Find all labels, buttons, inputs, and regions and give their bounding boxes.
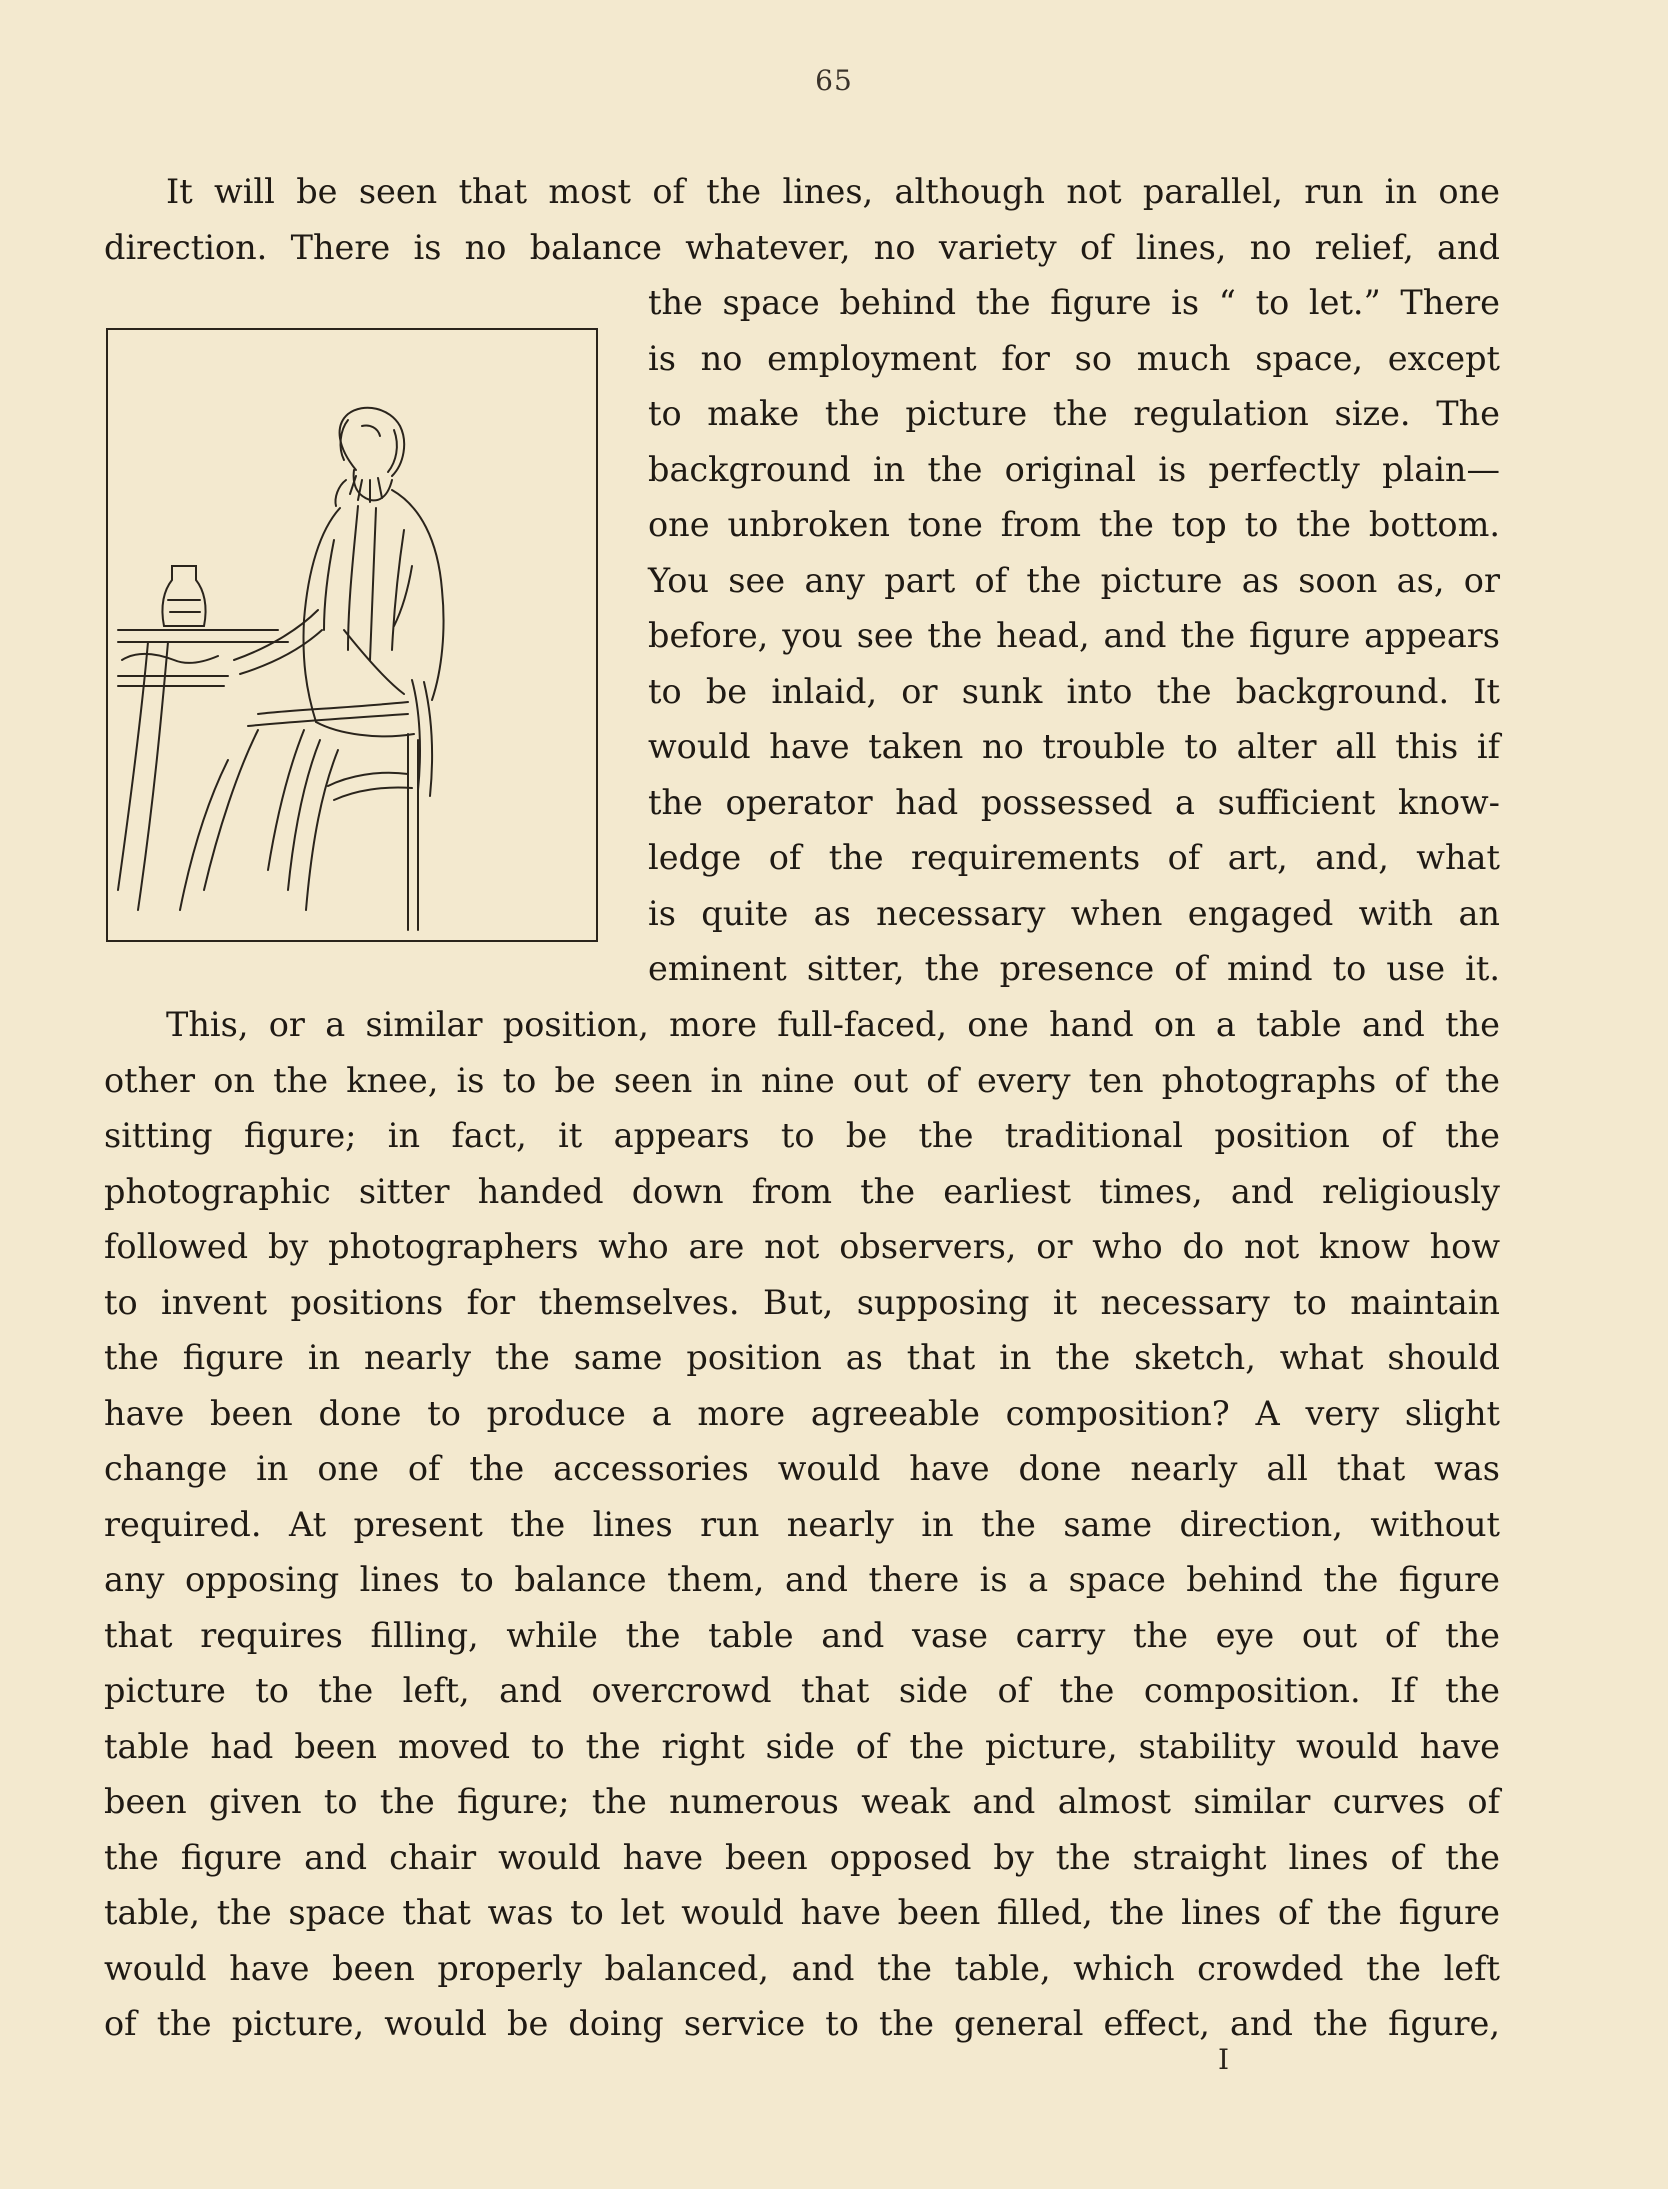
text-line: would have been properly balanced, and the table, which crowded the left <box>104 1948 1500 1988</box>
text-line: It will be seen that most of the lines, although not parallel, run in one <box>166 172 1500 211</box>
text-line: to be inlaid, or sunk into the background. It <box>648 671 1500 711</box>
text-line: to invent positions for themselves. But, supposing it necessary to maintain <box>104 1282 1500 1322</box>
text-line: sitting figure; in fact, it appears to be the traditional position of the <box>104 1116 1500 1155</box>
wrapped-paragraph <box>648 275 1500 997</box>
text-line: picture to the left, and overcrowd that side of the composition. If the <box>104 1671 1500 1710</box>
text-line: been given to the figure; the numerous weak and almost similar curves of <box>104 1782 1500 1821</box>
page-number: 65 <box>815 64 853 97</box>
text-line: table had been moved to the right side of the picture, stability would have <box>104 1726 1500 1766</box>
text-line: would have taken no trouble to alter all this if <box>648 727 1500 766</box>
illustration-frame <box>106 328 598 942</box>
bottom-paragraph <box>104 997 1500 2052</box>
text-line: background in the original is perfectly plain— <box>648 449 1500 489</box>
text-line: is no employment for so much space, except <box>648 338 1500 378</box>
text-line: any opposing lines to balance them, and there is a space behind the figure <box>104 1560 1500 1599</box>
text-line: of the picture, would be doing service to the general effect, and the figure, <box>104 2004 1500 2043</box>
text-line: table, the space that was to let would have been filled, the lines of the figure <box>104 1893 1500 1932</box>
text-line: ledge of the requirements of art, and, what <box>648 838 1500 877</box>
text-line: is quite as necessary when engaged with an <box>648 893 1500 933</box>
text-line: eminent sitter, the presence of mind to use it. <box>648 949 1500 988</box>
text-line: the figure and chair would have been opposed by the straight lines of the <box>104 1837 1500 1877</box>
text-line: photographic sitter handed down from the earliest times, and religiously <box>104 1171 1500 1211</box>
text-line: You see any part of the picture as soon as, or <box>648 560 1500 600</box>
text-line: followed by photographers who are not observers, or who do not know how <box>104 1227 1500 1266</box>
text-line: one unbroken tone from the top to the bottom. <box>648 505 1500 544</box>
text-line: have been done to produce a more agreeable composition? A very slight <box>104 1393 1500 1433</box>
text-line: the space behind the figure is “ to let.” There <box>648 283 1500 322</box>
top-paragraph <box>104 164 1500 275</box>
seated-man-sketch-icon <box>108 330 596 938</box>
text-line: required. At present the lines run nearly in the same direction, without <box>104 1504 1500 1544</box>
text-line: This, or a similar position, more full-faced, one hand on a table and the <box>166 1005 1500 1044</box>
text-line: to make the picture the regulation size. The <box>648 394 1500 433</box>
signature-mark: I <box>1218 2043 1230 2076</box>
text-line: that requires filling, while the table and vase carry the eye out of the <box>104 1615 1500 1655</box>
text-line: direction. There is no balance whatever, no variety of lines, no relief, and <box>104 227 1500 267</box>
text-line: the operator had possessed a sufficient know- <box>648 782 1500 822</box>
text-line: change in one of the accessories would have done nearly all that was <box>104 1449 1500 1488</box>
text-line: other on the knee, is to be seen in nine out of every ten photographs of the <box>104 1060 1500 1100</box>
text-line: the figure in nearly the same position as that in the sketch, what should <box>104 1338 1500 1377</box>
text-line: before, you see the head, and the figure appears <box>648 616 1500 655</box>
